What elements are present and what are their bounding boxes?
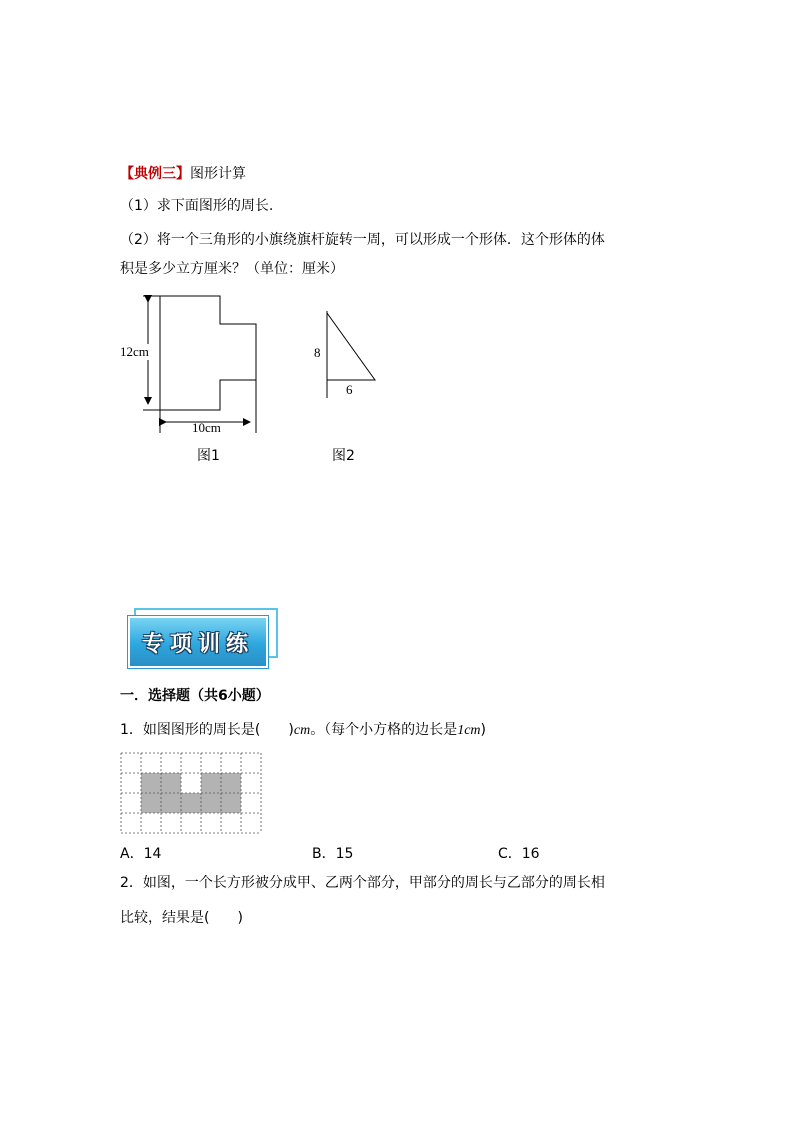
example-q1: （1）求下面图形的周长.: [120, 198, 274, 214]
question-2-text-line1: 如图，一个长方形被分成甲、乙两个部分，甲部分的周长与乙部分的周长相: [142, 875, 605, 891]
figure-1-caption: 图1: [197, 448, 220, 464]
example-heading: [120, 164, 246, 184]
section-banner: [128, 608, 278, 670]
figure-2-base-label: 6: [346, 382, 353, 397]
banner-text: 专项训练: [141, 631, 254, 657]
filled-cell: [201, 793, 221, 813]
filled-cell: [161, 793, 181, 813]
figure-1-shape: [160, 296, 256, 410]
filled-cell: [221, 793, 241, 813]
figure-1: [110, 288, 280, 438]
question-1-number: 1．: [120, 722, 143, 738]
question-2-line1: [120, 873, 605, 893]
option-b[interactable]: B．15: [312, 846, 354, 862]
example-q2-line1: （2）将一个三角形的小旗绕旗杆旋转一周，可以形成一个形体．这个形体的体: [120, 232, 605, 248]
question-2-number: 2．: [120, 875, 143, 891]
question-1-grid: [120, 752, 262, 834]
filled-cell: [141, 793, 161, 813]
figure-1-width-label: 10cm: [192, 420, 221, 435]
example-q2-line2: 积是多少立方厘米？（单位：厘米）: [120, 261, 344, 277]
question-1-text-c: 。（每个小方格的边长是: [310, 722, 458, 738]
section-heading: 一．选择题（共6小题）: [120, 688, 270, 704]
banner-plate: [128, 616, 268, 668]
figure-1-height-label: 12cm: [120, 344, 149, 359]
option-c[interactable]: C．16: [498, 846, 540, 862]
question-1-text-a: 如图图形的周长是(: [142, 722, 261, 738]
triangle-flag: [327, 313, 375, 380]
question-2-line2: 比较，结果是( ): [120, 910, 243, 926]
question-1-text-b: ): [288, 722, 294, 738]
question-1-unit-value: 1cm: [457, 723, 481, 738]
figure-2-height-label: 8: [314, 345, 321, 360]
question-1-unit: cm: [293, 723, 311, 738]
filled-cell: [201, 773, 221, 793]
question-1-blank: [260, 722, 288, 738]
example-title: 图形计算: [190, 166, 246, 182]
option-a[interactable]: A．14: [120, 846, 162, 862]
question-1: [120, 720, 486, 741]
filled-cell: [181, 793, 201, 813]
question-1-text-d: ): [480, 722, 486, 738]
filled-cell: [161, 773, 181, 793]
figure-2-caption: 图2: [332, 448, 355, 464]
example-tag: 【典例三】: [120, 166, 190, 182]
filled-cell: [141, 773, 161, 793]
filled-cell: [221, 773, 241, 793]
